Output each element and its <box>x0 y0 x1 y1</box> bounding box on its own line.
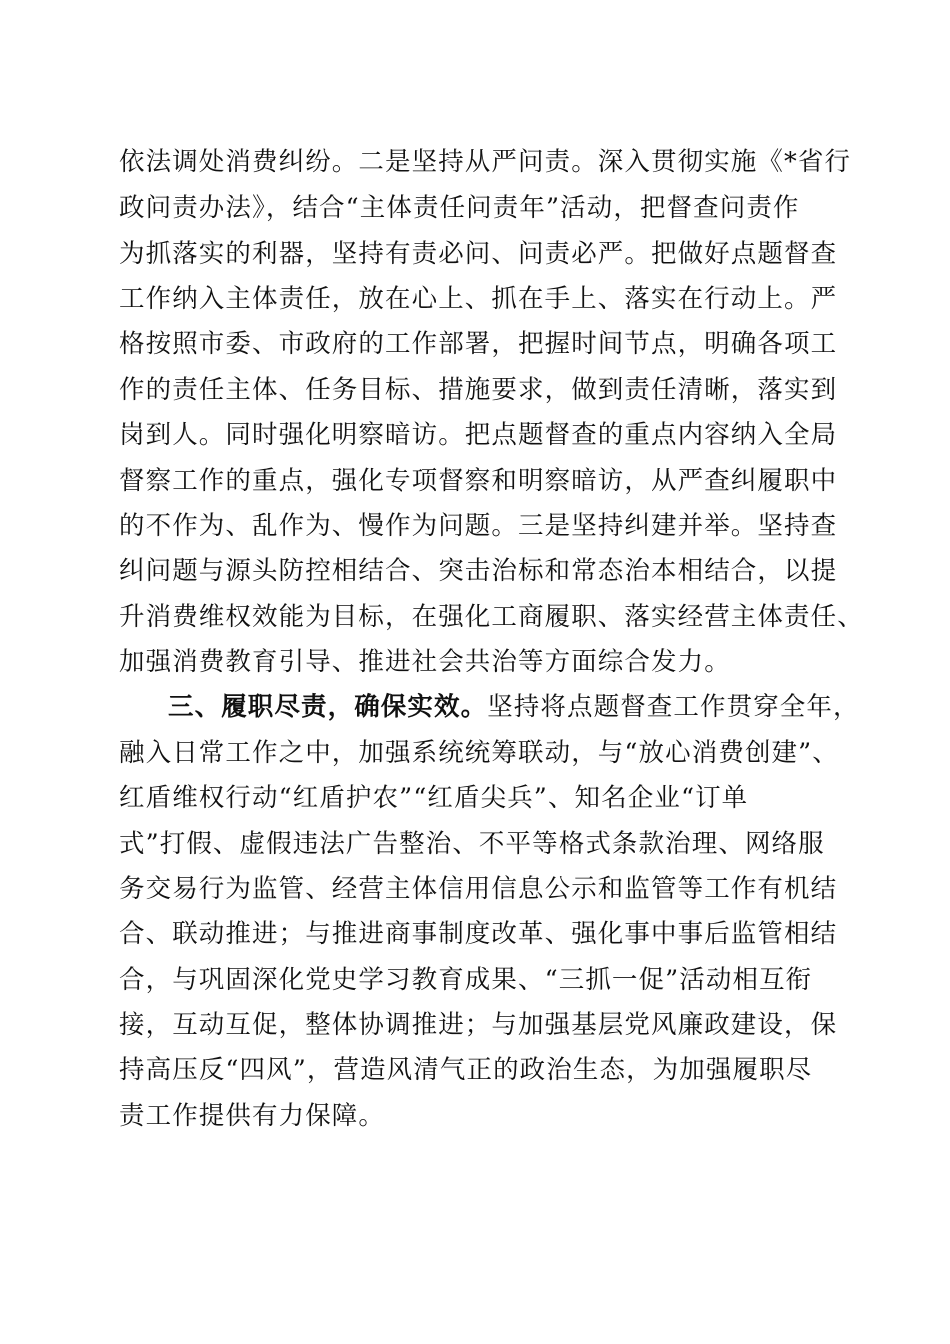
paragraph-line: 政问责办法》，结合“主体责任问责年”活动，把督查问责作 <box>119 193 800 223</box>
paragraph-line: 的不作为、乱作为、慢作为问题。三是坚持纠建并举。坚持查 <box>119 511 838 541</box>
paragraph-line: 升消费维权效能为目标，在强化工商履职、落实经营主体责任、 <box>119 602 864 632</box>
paragraph-line: 督察工作的重点，强化专项督察和明察暗访，从严查纠履职中 <box>119 466 838 496</box>
section-three-first-line <box>168 689 860 725</box>
paragraph-line: 为抓落实的利器，坚持有责必问、问责必严。把做好点题督查 <box>119 239 838 269</box>
section-three-heading: 三、履职尽责，确保实效。 <box>168 692 488 722</box>
paragraph-line: 工作纳入主体责任，放在心上、抓在手上、落实在行动上。严 <box>119 284 838 314</box>
paragraph-line: 融入日常工作之中，加强系统统筹联动，与“放心消费创建”、 <box>119 738 839 768</box>
paragraph-line: 作的责任主体、任务目标、措施要求，做到责任清晰，落实到 <box>119 375 838 405</box>
paragraph-line: 格按照市委、市政府的工作部署，把握时间节点，明确各项工 <box>119 329 838 359</box>
paragraph-line: 合，与巩固深化党史学习教育成果、“三抓一促”活动相互衔 <box>119 965 813 995</box>
paragraph-line: 接，互动互促，整体协调推进；与加强基层党风廉政建设，保 <box>119 1010 838 1040</box>
paragraph-line: 纠问题与源头防控相结合、突击治标和常态治本相结合，以提 <box>119 556 838 586</box>
paragraph-line: 务交易行为监管、经营主体信用信息公示和监管等工作有机结 <box>119 874 838 904</box>
paragraph-line: 式”打假、虚假违法广告整治、不平等格式条款治理、网络服 <box>119 829 825 859</box>
paragraph-line: 合、联动推进；与推进商事制度改革、强化事中事后监管相结 <box>119 919 838 949</box>
paragraph-line: 岗到人。同时强化明察暗访。把点题督查的重点内容纳入全局 <box>119 420 838 450</box>
paragraph-line: 责工作提供有力保障。 <box>119 1101 386 1131</box>
section-three-lead-text: 坚持将点题督查工作贯穿全年， <box>487 692 860 722</box>
paragraph-line: 红盾维权行动“红盾护农”“红盾尖兵”、知名企业“订单 <box>119 783 749 813</box>
paragraph-line: 依法调处消费纠纷。二是坚持从严问责。深入贯彻实施《*省行 <box>119 147 852 177</box>
paragraph-line: 持高压反“四风”，营造风清气正的政治生态，为加强履职尽 <box>119 1055 813 1085</box>
paragraph-line: 加强消费教育引导、推进社会共治等方面综合发力。 <box>119 647 731 677</box>
